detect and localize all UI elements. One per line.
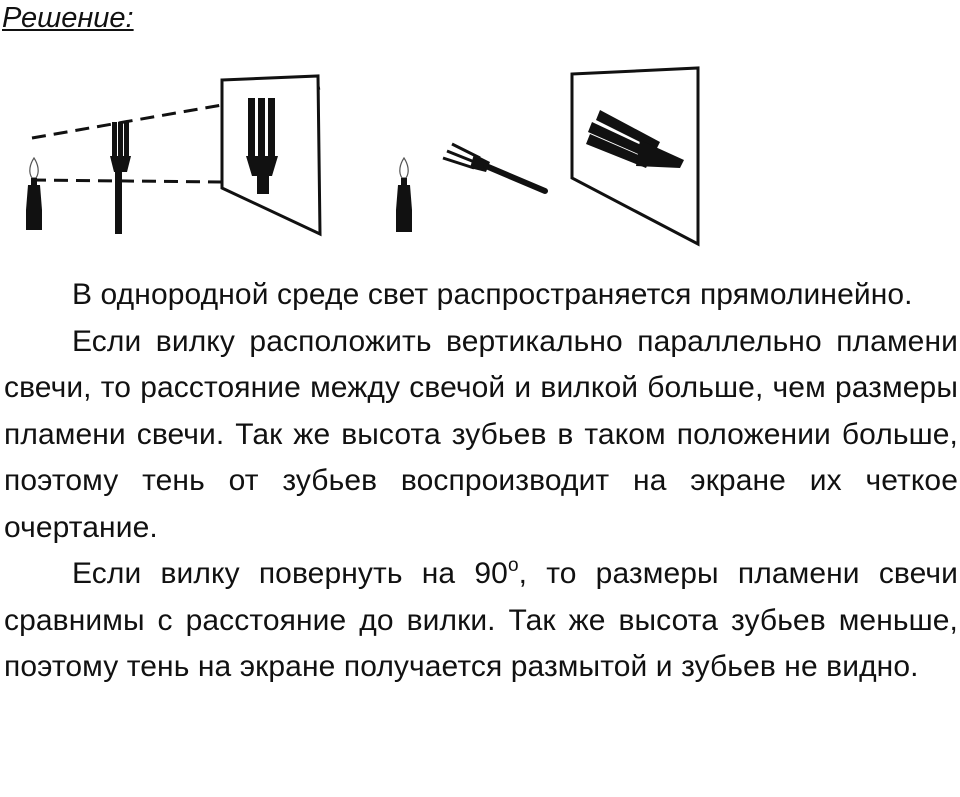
- screen-with-sharp-shadow-icon: [222, 76, 320, 234]
- candle-icon: [396, 158, 412, 232]
- fork-vertical-icon: [110, 122, 131, 234]
- paragraph-1: В однородной среде свет распространяется прямолинейно.: [72, 278, 913, 311]
- solution-heading: Решение:: [2, 2, 134, 34]
- degree-superscript: о: [507, 555, 519, 576]
- left-scene: [26, 76, 320, 234]
- fork-rotated-icon: [443, 144, 545, 191]
- solution-text: [4, 272, 958, 691]
- paragraph-3-end: , то размеры пламени свечи сравнимы с расстояние до вилки. Так же высота зубьев меньше, поэтому тень на экране получается размытой и зубьев не видно.: [4, 557, 958, 683]
- paragraph-2: Если вилку расположить вертикально параллельно пламени свечи, то расстояние между свечой и вилкой больше, чем размеры пламени свечи. Так же высота зубьев в таком положении больше, поэтому тень от зубьев воспроизводит на экране их четкое очертание.: [4, 324, 958, 544]
- screen-with-blurred-shadow-icon: [572, 68, 698, 244]
- paragraph-3: [4, 551, 958, 691]
- right-scene: [396, 68, 698, 244]
- candle-icon: [26, 158, 42, 230]
- paragraph-3-start: Если вилку повернуть на 90: [72, 557, 508, 590]
- candle-fork-shadow-figure: [0, 60, 720, 260]
